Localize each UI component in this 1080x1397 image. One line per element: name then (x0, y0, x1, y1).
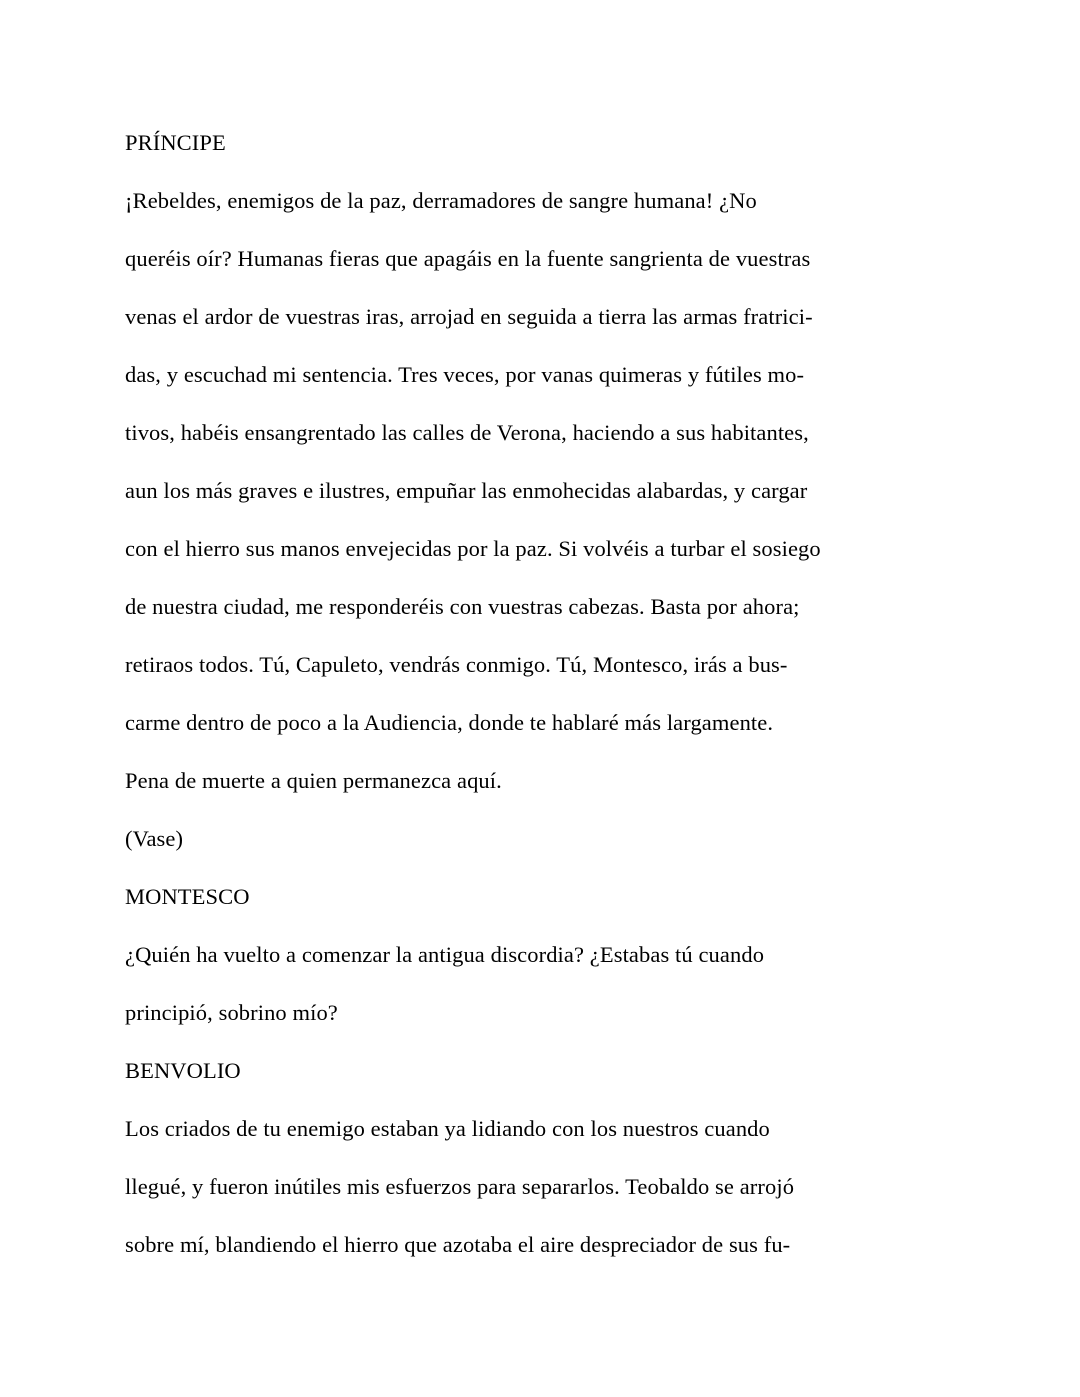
text-line: MONTESCO (125, 884, 250, 909)
text-line: venas el ardor de vuestras iras, arrojad en seguida a tierra las armas fratrici- (125, 304, 813, 329)
text-line: PRÍNCIPE (125, 130, 226, 155)
text-line: aun los más graves e ilustres, empuñar las enmohecidas alabardas, y cargar (125, 478, 808, 503)
text-line: llegué, y fueron inútiles mis esfuerzos para separarlos. Teobaldo se arrojó (125, 1174, 795, 1199)
text-line: retiraos todos. Tú, Capuleto, vendrás conmigo. Tú, Montesco, irás a bus- (125, 652, 788, 677)
text-line: carme dentro de poco a la Audiencia, donde te hablaré más largamente. (125, 710, 774, 735)
text-line: tivos, habéis ensangrentado las calles de Verona, haciendo a sus habitantes, (125, 420, 809, 445)
text-line: das, y escuchad mi sentencia. Tres veces, por vanas quimeras y fútiles mo- (125, 362, 805, 387)
text-line: queréis oír? Humanas fieras que apagáis en la fuente sangrienta de vuestras (125, 246, 811, 271)
document-text-block (125, 114, 955, 1274)
text-line: Pena de muerte a quien permanezca aquí. (125, 768, 502, 793)
text-line: BENVOLIO (125, 1058, 241, 1083)
text-line: Los criados de tu enemigo estaban ya lidiando con los nuestros cuando (125, 1116, 770, 1141)
text-line: sobre mí, blandiendo el hierro que azotaba el aire despreciador de sus fu- (125, 1232, 791, 1257)
text-line: con el hierro sus manos envejecidas por la paz. Si volvéis a turbar el sosiego (125, 536, 821, 561)
text-line: ¿Quién ha vuelto a comenzar la antigua discordia? ¿Estabas tú cuando (125, 942, 765, 967)
text-line: (Vase) (125, 826, 184, 851)
text-line: principió, sobrino mío? (125, 1000, 338, 1025)
text-line: de nuestra ciudad, me responderéis con vuestras cabezas. Basta por ahora; (125, 594, 800, 619)
text-line: ¡Rebeldes, enemigos de la paz, derramadores de sangre humana! ¿No (125, 188, 757, 213)
